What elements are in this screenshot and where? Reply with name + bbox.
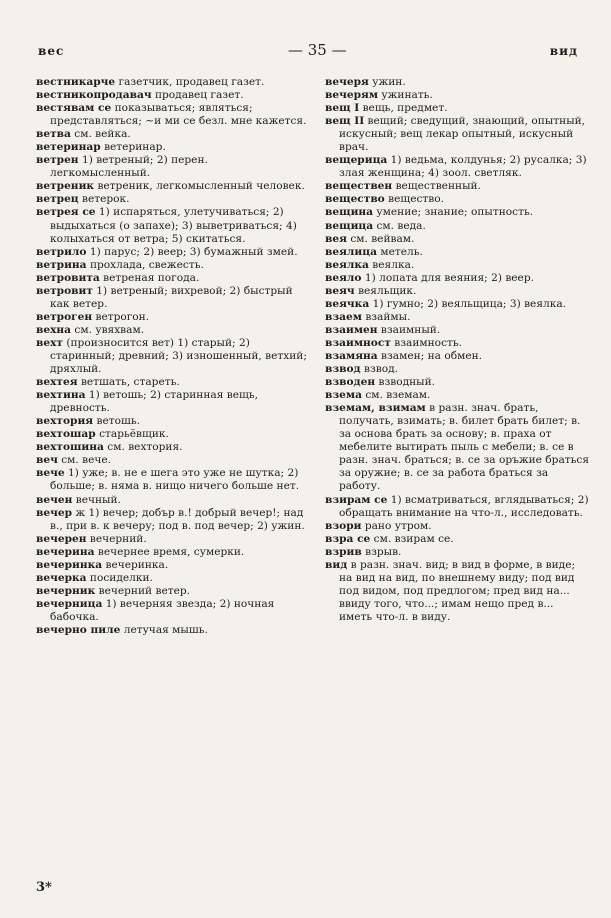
entry-definition: продавец газет.	[154, 89, 244, 102]
dictionary-entry	[325, 246, 589, 259]
entry-headword: взводен	[325, 376, 376, 389]
dictionary-entry	[325, 89, 589, 102]
dictionary-entry	[325, 337, 589, 350]
entry-definition: 1) испаряться, улетучиваться; 2) выдыхаться (о запахе); 3) выветриваться; 4) колыхаться от ветра; 5) скитаться.	[50, 206, 297, 245]
entry-headword: вечерен	[36, 532, 87, 545]
entry-definition: в разн. знач. вид; в вид в форме, в виде; на вид на вид, по внешнему виду; под вид под видом, под предлогом; пред вид на... ввиду того, что...; имам нещо пред в... иметь что-л. в виду.	[339, 558, 576, 623]
entry-headword: веяч	[325, 284, 355, 297]
entry-definition: взводный.	[378, 376, 436, 389]
dictionary-entry	[325, 520, 589, 533]
entry-definition: веяльщик.	[358, 284, 417, 297]
entry-definition: см. взирам се.	[373, 532, 454, 545]
entry-headword: ветрец	[36, 193, 79, 206]
entry-headword: вещ I	[325, 102, 360, 115]
dictionary-entry	[325, 559, 589, 624]
entry-definition: 1) ветошь; 2) старинная вещь, древность.	[50, 389, 259, 415]
entry-definition: взвод.	[363, 363, 398, 376]
entry-definition: 1) всматриваться, вглядываться; 2) обращать внимание на что-л., исследовать.	[339, 493, 589, 519]
right-column	[325, 76, 589, 624]
header-right-word: вид	[549, 44, 578, 58]
dictionary-entry	[36, 76, 307, 89]
entry-definition: вечернее время, сумерки.	[97, 545, 245, 558]
entry-definition: вещий; сведущий, знающий, опытный, искусный; вещ лекар опытный, искусный врач.	[339, 115, 586, 154]
entry-headword: вечерина	[36, 545, 95, 558]
entry-definition: вещество.	[388, 193, 444, 206]
dictionary-entry	[325, 233, 589, 246]
entry-definition: вещественный.	[395, 180, 481, 193]
entry-definition: 1) вечерняя звезда; 2) ночная бабочка.	[50, 597, 275, 623]
dictionary-entry	[325, 154, 589, 180]
entry-headword: вещица	[325, 219, 374, 232]
dictionary-entry	[36, 272, 307, 285]
entry-definition: см. вече.	[61, 454, 112, 467]
entry-definition: показываться; являться; представляться; ~и ми се безл. мне кажется.	[50, 102, 307, 128]
dictionary-entry	[325, 494, 589, 520]
entry-definition: см. увяхвам.	[74, 323, 145, 336]
dictionary-entry	[36, 246, 307, 259]
dictionary-entry	[325, 389, 589, 402]
entry-headword: вехна	[36, 323, 72, 336]
entry-headword: веячка	[325, 297, 370, 310]
entry-headword: взаем	[325, 310, 362, 323]
dictionary-entry	[36, 324, 307, 337]
entry-definition: вечерний.	[89, 532, 147, 545]
dictionary-entry	[36, 533, 307, 546]
entry-headword: вехтина	[36, 389, 86, 402]
dictionary-entry	[36, 180, 307, 193]
entry-headword: вземам, взимам	[325, 402, 426, 415]
entry-headword: вечерка	[36, 571, 87, 584]
entry-definition: 1) уже; в. не е шега это уже не шутка; 2) больше; в. няма в. нищо ничего больше нет.	[50, 467, 300, 493]
dictionary-entry	[325, 546, 589, 559]
entry-headword: вещерица	[325, 154, 388, 167]
dictionary-entry	[325, 102, 589, 115]
entry-headword: взрив	[325, 545, 362, 558]
entry-headword: вечен	[36, 493, 73, 506]
dictionary-entry	[36, 546, 307, 559]
dictionary-entry	[325, 206, 589, 219]
entry-definition: вещь, предмет.	[362, 102, 448, 115]
dictionary-entry	[36, 259, 307, 272]
entry-definition: 1) ветреный; вихревой; 2) быстрый как ветер.	[50, 284, 293, 310]
dictionary-entry	[325, 324, 589, 337]
entry-definition: взаймы.	[365, 310, 411, 323]
dictionary-entry	[36, 598, 307, 624]
entry-headword: вестявам се	[36, 102, 112, 115]
dictionary-entry	[325, 220, 589, 233]
page-number: — 35 —	[288, 41, 347, 59]
page-header	[38, 41, 578, 64]
dictionary-entry	[36, 572, 307, 585]
entry-headword: взаимност	[325, 336, 391, 349]
dictionary-entry	[325, 193, 589, 206]
dictionary-entry	[36, 141, 307, 154]
dictionary-entry	[36, 441, 307, 454]
dictionary-entry	[325, 285, 589, 298]
entry-headword: вечерник	[36, 584, 96, 597]
entry-definition: 1) парус; 2) веер; 3) бумажный змей.	[89, 245, 298, 258]
dictionary-entry	[325, 363, 589, 376]
dictionary-entry	[325, 180, 589, 193]
dictionary-entry	[36, 428, 307, 441]
header-left-word: вес	[38, 44, 65, 58]
entry-headword: ветрило	[36, 245, 87, 258]
entry-headword: вечер	[36, 506, 73, 519]
dictionary-entry	[36, 376, 307, 389]
dictionary-entry	[36, 507, 307, 533]
dictionary-entry	[36, 494, 307, 507]
dictionary-entry	[325, 76, 589, 89]
entry-headword: взема	[325, 389, 362, 402]
entry-headword: ветрея се	[36, 206, 96, 219]
entry-definition: в разн. знач. брать, получать, взимать; в. билет брать билет; в. за основа брать за основу; в. праха от мебелите вытирать пыль с мебели; в. се в разн. знач. браться; в. се за оръжие браться за оружие; в. се за работа браться за работу.	[339, 402, 590, 493]
dictionary-entry	[36, 337, 307, 376]
entry-headword: взори	[325, 519, 362, 532]
entry-definition: посиделки.	[89, 571, 153, 584]
entry-headword: взаимен	[325, 323, 378, 336]
dictionary-entry	[36, 389, 307, 415]
dictionary-entry	[325, 376, 589, 389]
dictionary-entry	[36, 559, 307, 572]
entry-definition: ветшать, стареть.	[80, 376, 180, 389]
entry-definition: см. вземам.	[365, 389, 431, 402]
entry-definition: см. вейка.	[74, 128, 131, 141]
entry-headword: вид	[325, 558, 348, 571]
entry-definition: старьёвщик.	[99, 428, 169, 441]
entry-definition: 1) ведьма, колдунья; 2) русалка; 3) злая женщина; 4) зоол. светляк.	[339, 154, 587, 180]
entry-definition: ветерок.	[82, 193, 130, 206]
entry-headword: вехтошар	[36, 428, 96, 441]
entry-headword: взвод	[325, 363, 361, 376]
entry-definition: взамен; на обмен.	[381, 349, 483, 362]
entry-headword: веществен	[325, 180, 393, 193]
entry-headword: вещ II	[325, 115, 365, 128]
entry-headword: взамяна	[325, 349, 378, 362]
entry-headword: веялица	[325, 245, 377, 258]
entry-definition: 1) гумно; 2) веяльщица; 3) веялка.	[372, 297, 567, 310]
entry-headword: взра се	[325, 532, 371, 545]
entry-headword: ветрина	[36, 258, 87, 271]
entry-definition: ветошь.	[96, 415, 140, 428]
dictionary-entry	[36, 128, 307, 141]
dictionary-entry	[325, 259, 589, 272]
entry-definition: рано утром.	[364, 519, 432, 532]
entry-definition: прохлада, свежесть.	[89, 258, 204, 271]
entry-headword: вещина	[325, 206, 374, 219]
entry-headword: вечерница	[36, 597, 103, 610]
dictionary-entry	[36, 585, 307, 598]
dictionary-entry	[36, 415, 307, 428]
entry-headword: ветроген	[36, 310, 93, 323]
entry-definition: ж 1) вечер; добър в.! добрый вечер!; над в., при в. к вечеру; под в. под вечер; 2) ужин.	[50, 506, 305, 532]
entry-definition: ветрогон.	[95, 310, 150, 323]
dictionary-entry	[36, 102, 307, 128]
entry-headword: вехтошина	[36, 441, 104, 454]
dictionary-entry	[325, 402, 589, 493]
entry-headword: вея	[325, 232, 347, 245]
entry-headword: веяло	[325, 271, 362, 284]
entry-headword: веч	[36, 454, 58, 467]
entry-definition: вечерний ветер.	[98, 584, 190, 597]
entry-definition: см. вехтория.	[107, 441, 183, 454]
entry-headword: вехтория	[36, 415, 94, 428]
dictionary-entry	[36, 206, 307, 245]
entry-headword: взирам се	[325, 493, 388, 506]
entry-definition: ветеринар.	[104, 141, 166, 154]
dictionary-entry	[325, 298, 589, 311]
dictionary-entry	[325, 115, 589, 154]
entry-definition: 1) лопата для веяния; 2) веер.	[364, 271, 534, 284]
dictionary-entry	[36, 89, 307, 102]
dictionary-entry	[36, 193, 307, 206]
entry-definition: см. вейвам.	[350, 232, 415, 245]
dictionary-entry	[325, 272, 589, 285]
dictionary-entry	[36, 454, 307, 467]
dictionary-entry	[36, 467, 307, 493]
entry-headword: вещество	[325, 193, 385, 206]
dictionary-entry	[36, 285, 307, 311]
entry-definition: ужинать.	[381, 89, 433, 102]
entry-definition: умение; знание; опытность.	[376, 206, 534, 219]
entry-definition: вечеринка.	[105, 558, 169, 571]
entry-definition: веялка.	[372, 258, 415, 271]
dictionary-entry	[325, 311, 589, 324]
entry-headword: ветрен	[36, 154, 79, 167]
entry-headword: веялка	[325, 258, 369, 271]
entry-definition: метель.	[380, 245, 423, 258]
entry-definition: взрыв.	[365, 545, 402, 558]
entry-definition: летучая мышь.	[123, 623, 208, 636]
dictionary-entry	[36, 311, 307, 324]
entry-definition: ветреник, легкомысленный человек.	[97, 180, 305, 193]
signature-mark: 3*	[36, 880, 52, 895]
entry-definition: ветреная погода.	[103, 271, 200, 284]
entry-headword: ветровит	[36, 284, 93, 297]
entry-definition: вечный.	[75, 493, 121, 506]
entry-definition: (произносится вет) 1) старый; 2) старинный; древний; 3) изношенный, ветхий; дряхлый.	[50, 336, 307, 376]
left-column	[36, 76, 307, 637]
entry-headword: вече	[36, 467, 65, 480]
entry-headword: вехтея	[36, 376, 78, 389]
entry-headword: ветва	[36, 128, 71, 141]
entry-definition: 1) ветреный; 2) перен. легкомысленный.	[50, 154, 208, 180]
dictionary-entry	[36, 624, 307, 637]
entry-headword: вестникарче	[36, 76, 116, 88]
entry-headword: ветровита	[36, 271, 100, 284]
entry-headword: вестникопродавач	[36, 89, 152, 102]
entry-definition: газетчик, продавец газет.	[118, 76, 265, 88]
entry-definition: ужин.	[372, 76, 406, 88]
entry-headword: вечеря	[325, 76, 369, 88]
entry-definition: см. веда.	[376, 219, 426, 232]
dictionary-entry	[325, 533, 589, 546]
entry-headword: вечерно пиле	[36, 623, 121, 636]
entry-definition: взаимность.	[394, 336, 462, 349]
dictionary-entry	[36, 154, 307, 180]
entry-headword: ветреник	[36, 180, 95, 193]
entry-definition: взаимный.	[380, 323, 441, 336]
entry-headword: вечерям	[325, 89, 379, 102]
entry-headword: вехт	[36, 336, 63, 349]
entry-headword: ветеринар	[36, 141, 101, 154]
dictionary-entry	[325, 350, 589, 363]
entry-headword: вечеринка	[36, 558, 103, 571]
